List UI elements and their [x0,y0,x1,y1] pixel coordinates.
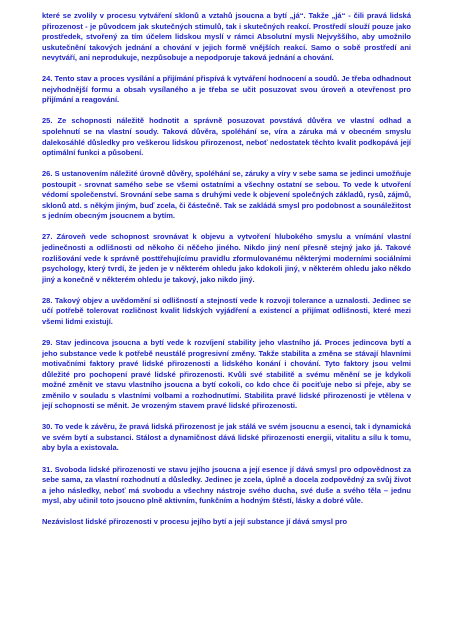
paragraph-26: 26. S ustanovením náležité úrovně důvěry, spoléhání se, záruky a víry v sebe sama se jedinci umožňuje postoupit - srovnat samého sebe se všemi ostatními a všechny ostatní se sebou. To vede k utvoření védomí společenství. Srovnání sebe sama s druhými vede k objevení společných základů, rysů, zájmů, sklonů atd. s někým jiným, buď zcela, či částečně. Tak se zakládá smysl pro podobnost a sounáležitost s jedním obecným jsoucnem a bytím. [42,169,411,221]
paragraph-27: 27. Zároveň vede schopnost srovnávat k objevu a vytvoření hlubokého smyslu a vnímání vlastní jedinečnosti a odlišnosti od někoho či něčeho jiného. Nikdo jiný není přesně stejný jako já. Takové rozlišování vede k správně posttřehujícímu pravidlu zformulovanému některými moderními sociálními psychology, který tvrdí, že jeden je v některém ohledu jako kdokoli jiný, v některém ohledu jako někdo jiný a konečně v některém ohledu je takový, jako nikdo jiný. [42,232,411,284]
paragraph-continuation: které se zvolily v procesu vytváření sklonů a vztahů jsoucna a bytí „já“. Takže „já“ - čili pravá lidská přirozenost - je původcem jak skutečných stimulů, tak i skutečných reakcí. Prostředí slouží pouze jako prostředek, stvořený za tím účelem lidskou myslí v rámci Absolutní mysli Nejvyššího, aby umožnilo uskutečnění takových jednání a chování v jejich formě vnějších reakcí. Samo o sobě prostředí ani nevytváří, ani neprodukuje, nezpůsobuje a nepodporuje taková jednání a chování. [42,11,411,63]
paragraph-28: 28. Takový objev a uvědomění si odlišností a stejností vede k rozvoji tolerance a uznalosti. Jedinec se učí potřebě tolerovat rozličnost kvalit lidských vyjádření a existencí a přijímat odlišnosti, které mezi všemi lidmi existují. [42,295,411,326]
paragraph-31: 31. Svoboda lidské přirozenosti ve stavu jejího jsoucna a její esence jí dává smysl pro odpovědnost za sebe sama, za vlastní rozhodnutí a důsledky. Jedinec je zcela, úplně a docela zodpovědný za svůj život a jeho následky, neboť má svobodu a všechny nástroje svého ducha, své duše a svého těla – jednu mysl, aby učinil toto jsoucno plně aktivním, funkčním a hodným štěstí, lásky a dobré vůle. [42,464,411,506]
paragraph-final: Nezávislost lidské přirozenosti v procesu jejího bytí a její substance jí dává smysl pro [42,517,348,527]
paragraph-29: 29. Stav jedincova jsoucna a bytí vede k rozvíjení stability jeho vlastního já. Proces jedincova bytí a jeho substance vede k potřebě neustálé progresivní změny. Takže stabilita a změna se stávají hlavními motivačními faktory pravé lidské přirozenosti a lidského konání i chování. Tyto faktory jsou velmi důležité pro pochopení pravé lidské přirozenosti. Kvůli své stabilitě a svému měnění se je kdykoli možné změnit ve stavu vlastního jsoucna a bytí cokoli, co kdo chce či pociťuje nebo si přeje, aby se změnilo v souladu s vlastními volbami a rozhodnutími. Stabilita pravé lidské přirozenosti je vtělena v její schopnosti se měnit. Je vrozeným stavem pravé lidské přirozenosti. [42,337,411,411]
paragraph-24: 24. Tento stav a proces vysílání a přijímání přispívá k vytváření hodnocení a soudů. Je třeba odhadnout nejvhodnější formu a obsah vysílaného a je třeba se učit posuzovat svou úroveň a otevřenost pro přijímání a reagování. [42,74,411,105]
paragraph-30: 30. To vede k závěru, že pravá lidská přirozenost je jak stálá ve svém jsoucnu a esenci, tak i dynamická ve svém bytí a substanci. Stálost a dynamičnost dává lidské přirozenosti energii, vitalitu a sílu k tomu, aby byla a existovala. [42,422,411,453]
paragraph-25: 25. Ze schopnosti náležitě hodnotit a správně posuzovat povstává důvěra ve vlastní odhad a spolehnutí se na vlastní soudy. Taková důvěra, spoléhání se, víra a záruka má v obecném smyslu dalekosáhlé důsledky pro veškerou lidskou přirozenost, neboť nedostatek těchto kvalit podkopává její optimální funkci a působení. [42,116,411,158]
